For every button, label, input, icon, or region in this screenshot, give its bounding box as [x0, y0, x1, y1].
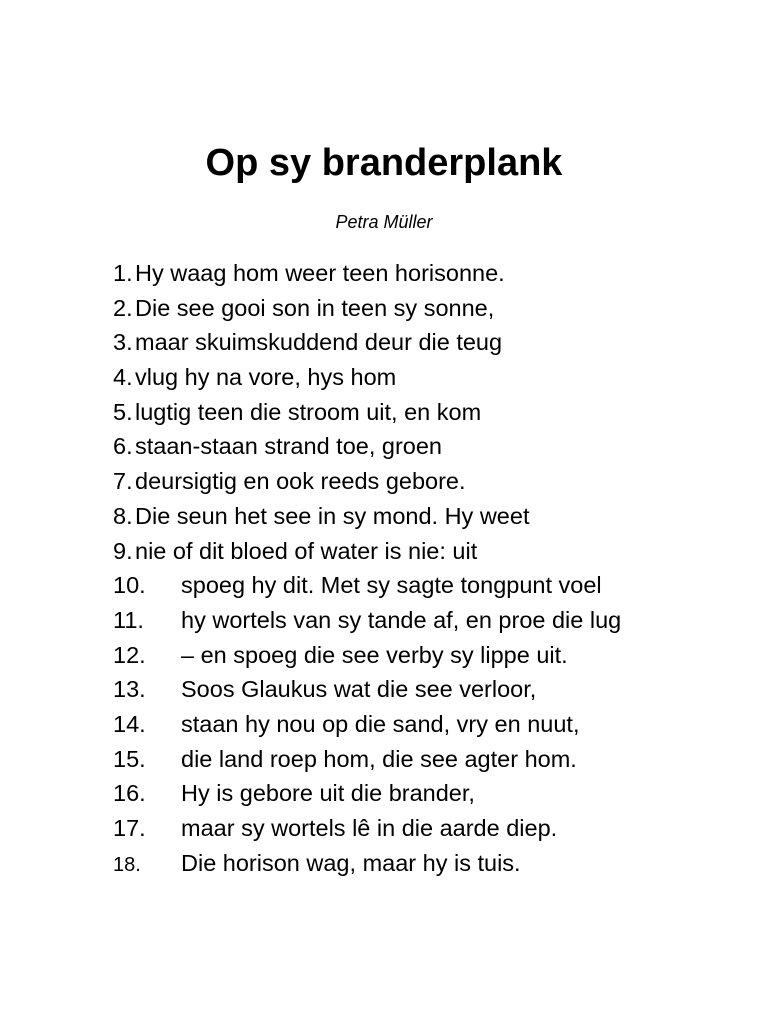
- poem-line: [113, 707, 621, 742]
- poem-line: [113, 672, 621, 707]
- poem-line: [113, 360, 621, 395]
- line-text: Die seun het see in sy mond. Hy weet: [135, 502, 530, 529]
- line-text: Die see gooi son in teen sy sonne,: [135, 294, 495, 321]
- line-number: 13.: [113, 676, 146, 703]
- line-text: maar sy wortels lê in die aarde diep.: [181, 815, 558, 841]
- line-number: 16.: [113, 780, 146, 807]
- line-number: 7.: [113, 468, 133, 495]
- poem-line: [113, 534, 621, 569]
- poem-line: [113, 325, 621, 360]
- line-number: 5.: [113, 398, 133, 425]
- line-text: deursigtig en ook reeds gebore.: [135, 468, 466, 495]
- line-text: Hy is gebore uit die brander,: [181, 780, 475, 807]
- line-number: 3.: [113, 329, 133, 356]
- poem-line: [113, 256, 621, 291]
- poem-line: [113, 291, 621, 326]
- line-number: 15.: [113, 745, 146, 772]
- poem-line: [113, 846, 621, 881]
- line-number: 2.: [113, 294, 133, 321]
- line-text: Die horison wag, maar hy is tuis.: [181, 849, 521, 876]
- line-text: spoeg hy dit. Met sy sagte tongpunt voel: [181, 572, 602, 599]
- poem-lines: [113, 256, 621, 880]
- line-number: 18.: [113, 853, 141, 876]
- line-text: lugtig teen die stroom uit, en kom: [135, 398, 482, 425]
- line-text: vlug hy na vore, hys hom: [135, 364, 397, 391]
- line-number: 8.: [113, 502, 133, 529]
- line-text: nie of dit bloed of water is nie: uit: [135, 537, 478, 564]
- line-number: 17.: [113, 815, 146, 841]
- poem-line: [113, 464, 621, 499]
- poem-line: [113, 811, 621, 846]
- line-text: Soos Glaukus wat die see verloor,: [181, 676, 537, 703]
- poem-title: Op sy branderplank: [205, 142, 563, 184]
- line-text: Hy waag hom weer teen horisonne.: [135, 260, 505, 286]
- poem-author: Petra Müller: [335, 212, 433, 232]
- poem-line: [113, 603, 621, 638]
- poem-line: [113, 429, 621, 464]
- poem-line: [113, 742, 621, 777]
- line-text: hy wortels van sy tande af, en proe die lug: [181, 606, 622, 633]
- line-number: 12.: [113, 641, 146, 668]
- line-text: – en spoeg die see verby sy lippe uit.: [181, 641, 568, 668]
- line-number: 1.: [113, 260, 133, 286]
- line-text: die land roep hom, die see agter hom.: [181, 745, 577, 772]
- line-text: staan-staan strand toe, groen: [135, 433, 443, 460]
- line-number: 6.: [113, 433, 133, 460]
- line-number: 14.: [113, 710, 146, 737]
- poem-line: [113, 499, 621, 534]
- poem-line: [113, 568, 621, 603]
- line-number: 11.: [113, 606, 144, 633]
- poem-line: [113, 776, 621, 811]
- line-text: maar skuimskuddend deur die teug: [135, 329, 503, 356]
- line-number: 10.: [113, 572, 146, 599]
- poem-line: [113, 395, 621, 430]
- line-number: 4.: [113, 364, 133, 391]
- poem-line: [113, 638, 621, 673]
- line-number: 9.: [113, 537, 133, 564]
- line-text: staan hy nou op die sand, vry en nuut,: [181, 710, 580, 737]
